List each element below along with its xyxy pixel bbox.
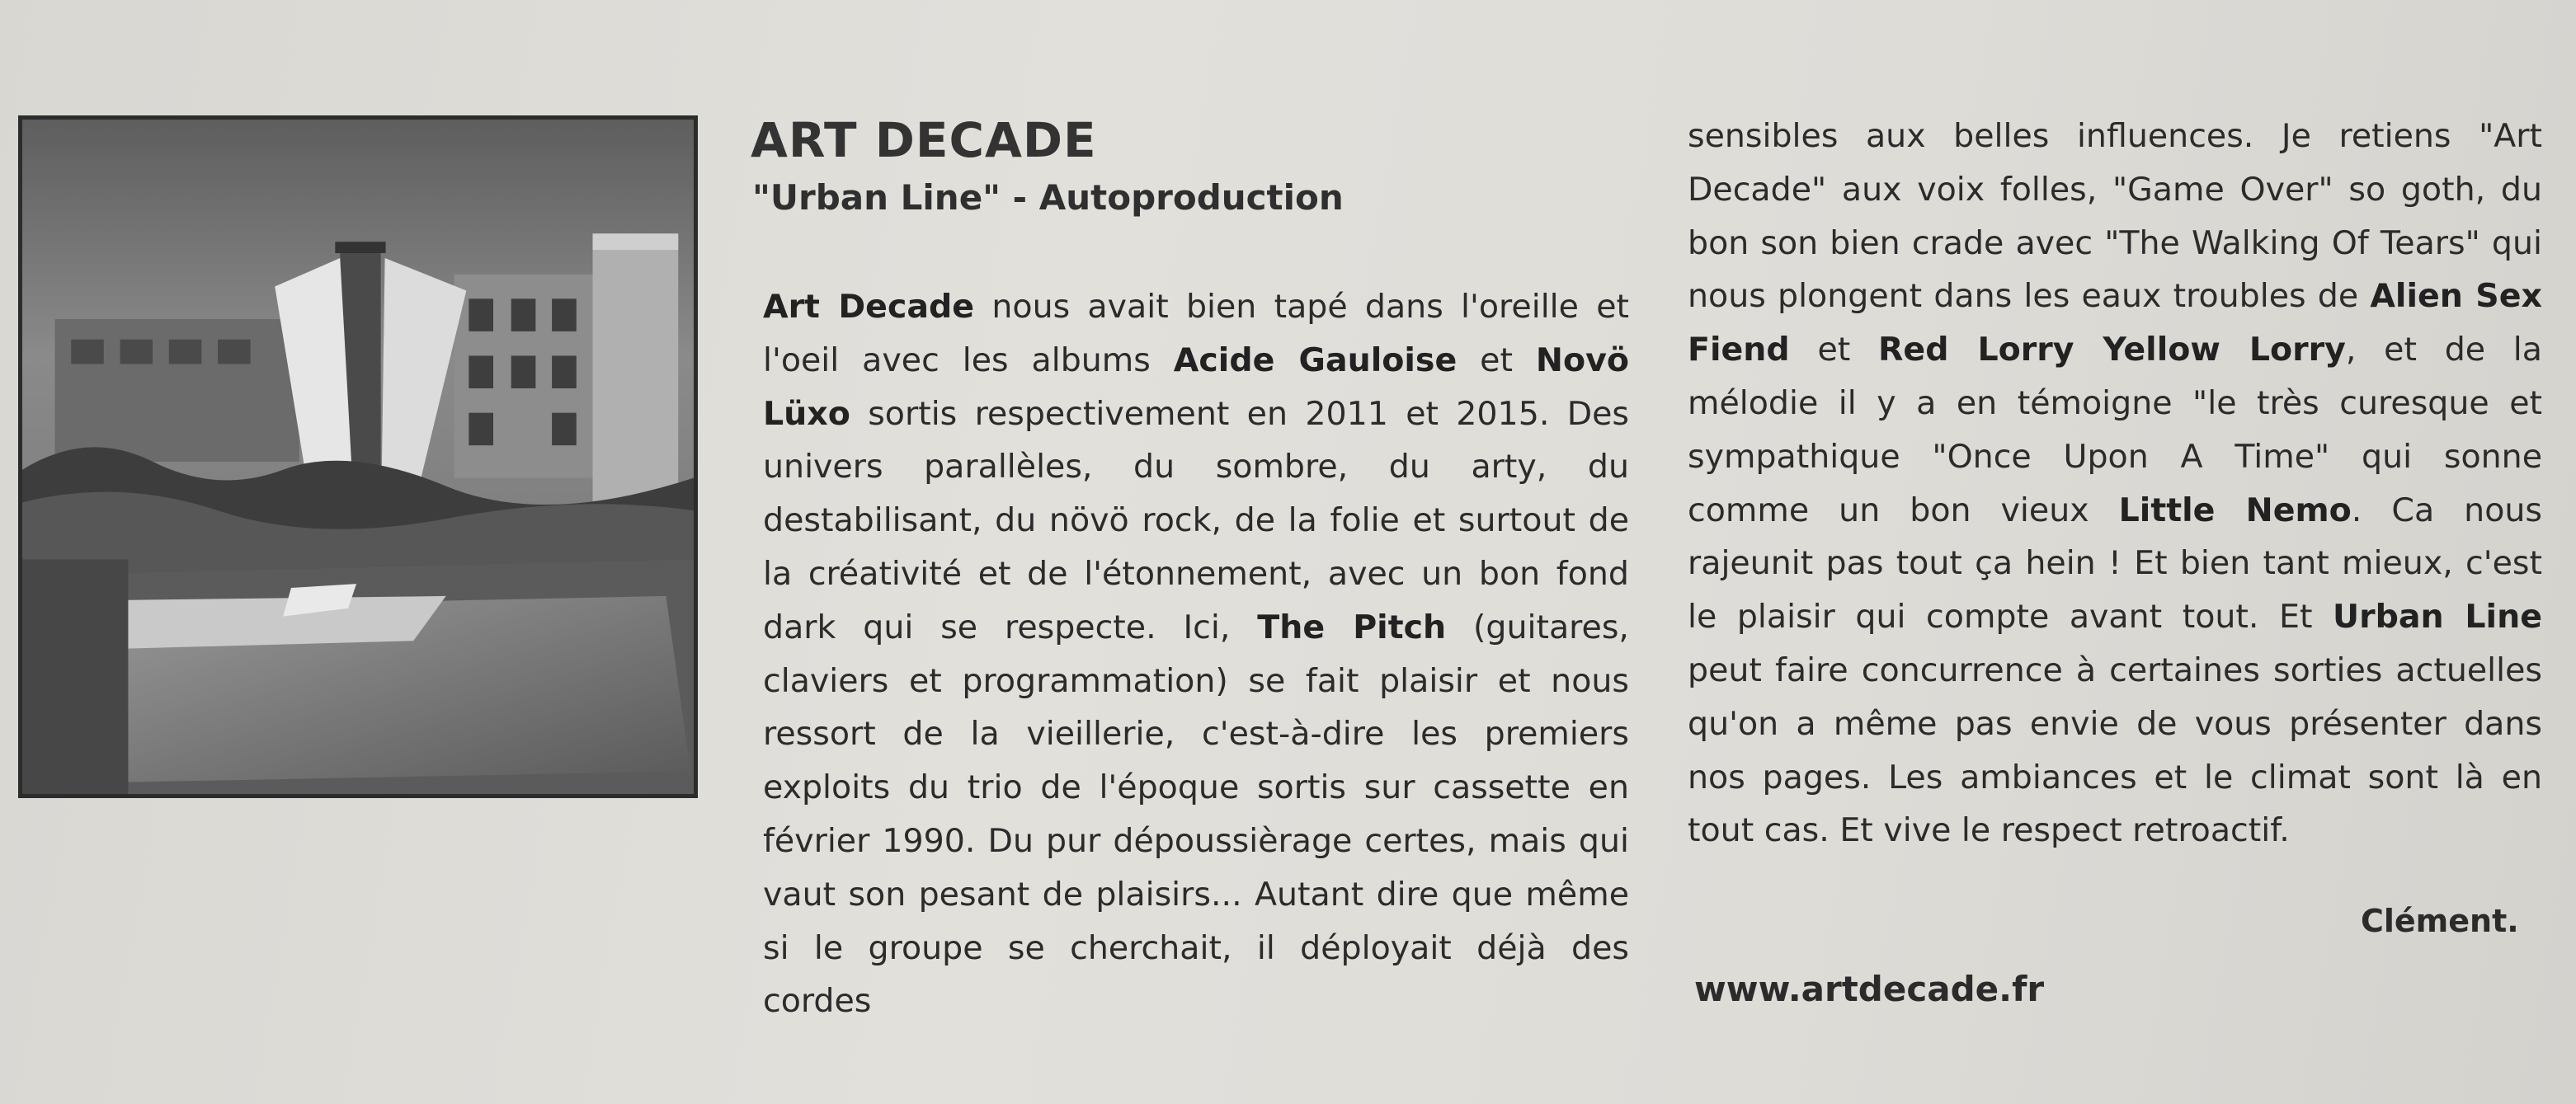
body-text: . Ca nous rajeunit pas tout ça hein ! Et bien tant mieux, c'est le plaisir qui compte avant tout. Et — [1688, 491, 2542, 637]
body-text: et — [1457, 341, 1536, 379]
body-text: peut faire concurrence à certaines sorties actuelles qu'on a même pas envie de vous présenter dans nos pages. Les ambiances et le climat sont là en tout cas. Et vive le respect retroactif. — [1688, 651, 2542, 850]
bold-name: The Pitch — [1257, 608, 1447, 646]
bold-name: Red Lorry Yellow Lorry — [1878, 331, 2346, 369]
bold-name: Art Decade — [763, 288, 975, 326]
body-text: , et de la mélodie il y a en témoigne "le très curesque et sympathique "Once Upon A Time" qui sonne comme un bon vieux — [1688, 331, 2542, 529]
body-text: sortis respectivement en 2011 et 2015. Des univers parallèles, du sombre, du arty, du destabilisant, du növö rock, de la folie et surtout de la créativité et de l'étonnement, avec un bon fond dark qui se respecte. Ici, — [763, 394, 1629, 646]
album-cover-photo — [22, 120, 694, 794]
author-signature: Clément. — [2361, 903, 2519, 939]
body-text: (guitares, claviers et programmation) se fait plaisir et nous ressort de la vieillerie, c'est-à-dire les premiers exploits du trio de l'époque sortis sur cassette en février 1990. Du pur dépoussièrage certes, mais qui vaut son pesant de plaisirs... Autant dire que même si le groupe se cherchait, il déployait déjà des cordes — [763, 608, 1629, 1021]
article-title: ART DECADE — [751, 112, 1097, 168]
bold-name: Novö Lüxo — [763, 341, 1629, 433]
bold-name: Little Nemo — [2118, 491, 2352, 529]
article-body-right-column — [1688, 110, 2542, 857]
article-subtitle: "Urban Line" - Autoproduction — [752, 177, 1344, 218]
website-link[interactable]: www.artdecade.fr — [1694, 969, 2045, 1009]
body-text: et — [1789, 331, 1879, 369]
bold-name: Acide Gauloise — [1173, 341, 1458, 379]
bold-name: Alien Sex Fiend — [1688, 277, 2542, 369]
album-cover-image — [18, 115, 698, 798]
body-text: sensibles aux belles influences. Je retiens "Art Decade" aux voix folles, "Game Over" so goth, du bon son bien crade avec "The Walking Of Tears" qui nous plongent dans les eaux troubles de — [1688, 117, 2542, 316]
bold-name: Urban Line — [2333, 598, 2542, 637]
article-body-left-column — [763, 280, 1629, 1028]
body-text: nous avait bien tapé dans l'oreille et l'oeil avec les albums — [763, 288, 1629, 379]
